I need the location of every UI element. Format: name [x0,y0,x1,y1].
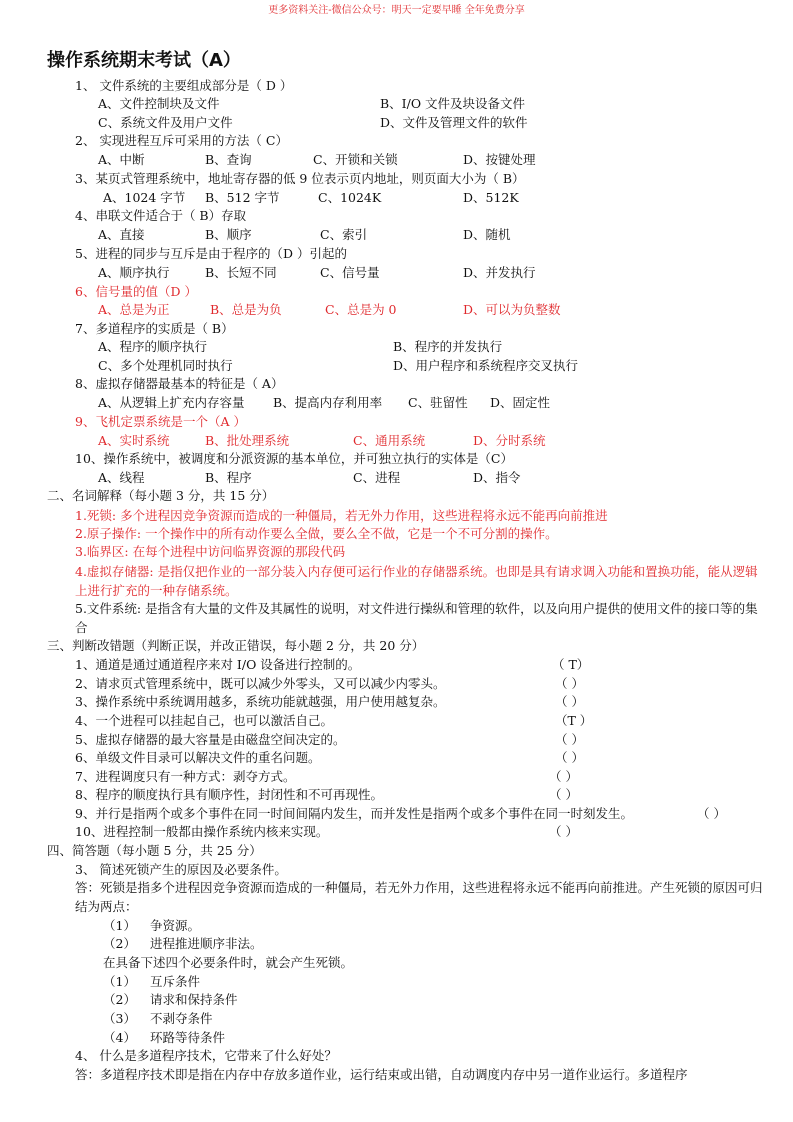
judgment-answer: （T ） [555,713,593,728]
option: C、1024K [318,190,382,205]
question-9: 9、飞机定票系统是一个（A ） [75,414,246,429]
judgment-answer: （ ） [549,824,578,839]
judgment-answer: （ ） [549,769,578,784]
question-8: 8、虚拟存储器最基本的特征是（ A） [75,376,284,391]
term-definition: 1.死锁: 多个进程因竞争资源而造成的一种僵局，若无外力作用，这些进程将永远不能再向前推进 [75,508,608,523]
option: A、线程 [98,470,145,485]
judgment-item: 5、虚拟存储器的最大容量是由磁盘空间决定的。 [75,732,346,747]
question-1: 1、 文件系统的主要组成部分是（ D ） [75,78,293,93]
judgment-answer: （ ） [555,750,584,765]
option: B、I/O 文件及块设备文件 [380,96,526,111]
page-title: 操作系统期末考试（A） [47,50,241,71]
option: C、信号量 [320,265,380,280]
judgment-answer: （ ） [555,676,584,691]
question-3: 3、某页式管理系统中，地址寄存器的低 9 位表示页内地址，则页面大小为（ B） [75,171,525,186]
option: D、并发执行 [463,265,536,280]
cause-number: （2） [103,936,136,951]
option: B、提高内存利用率 [273,395,383,410]
option: C、进程 [353,470,401,485]
question-7: 7、多道程序的实质是（ B） [75,321,234,336]
judgment-answer: （ ） [697,806,726,821]
option: B、查询 [205,152,252,167]
option: C、开锁和关锁 [313,152,398,167]
option: D、指令 [473,470,521,485]
option: D、文件及管理文件的软件 [380,115,528,130]
option: A、实时系统 [98,433,170,448]
option: C、系统文件及用户文件 [98,115,233,130]
option: B、长短不同 [205,265,277,280]
condition-text: 不剥夺条件 [150,1011,213,1026]
condition-number: （2） [103,992,136,1007]
section-3-heading: 三、判断改错题（判断正误，并改正错误，每小题 2 分，共 20 分） [47,638,425,653]
short-question-3: 3、 简述死锁产生的原因及必要条件。 [75,862,287,877]
option: D、固定性 [490,395,551,410]
term-definition: 3.临界区: 在每个进程中访问临界资源的那段代码 [75,544,346,559]
judgment-item: 1、通道是通过通道程序来对 I/O 设备进行控制的。 [75,657,361,672]
judgment-item: 6、单级文件目录可以解决文件的重名问题。 [75,750,321,765]
answer-4: 答：多道程序技术即是指在内存中存放多道作业，运行结束或出错，自动调度内存中另一道作业运行。多道程序 [75,1067,688,1082]
judgment-item: 8、程序的顺度执行具有顺序性，封闭性和不可再现性。 [75,787,383,802]
judgment-item: 10、进程控制一般都由操作系统内核来实现。 [75,824,329,839]
option: A、1024 字节 [103,190,186,205]
option: C、驻留性 [408,395,468,410]
condition-text: 互斥条件 [150,974,201,989]
condition-number: （3） [103,1011,136,1026]
answer-3: 答：死锁是指多个进程因竞争资源而造成的一种僵局，若无外力作用，这些进程将永远不能再向前推进。产生死锁的原因可归结为两点： [75,880,763,914]
option: A、文件控制块及文件 [98,96,220,111]
question-2: 2、 实现进程互斥可采用的方法（ C） [75,133,288,148]
option: D、分时系统 [473,433,546,448]
term-definition: 2.原子操作: 一个操作中的所有动作要么全做，要么全不做，它是一个不可分割的操作。 [75,526,558,541]
option: B、512 字节 [205,190,280,205]
short-question-4: 4、 什么是多道程序技术，它带来了什么好处？ [75,1048,337,1063]
cause-text: 争资源。 [150,918,201,933]
question-6: 6、信号量的值（D ） [75,284,197,299]
section-4-heading: 四、简答题（每小题 5 分，共 25 分） [47,843,262,858]
judgment-item: 9、并行是指两个或多个事件在同一时间间隔内发生，而并发性是指两个或多个事件在同一时刻发生。 [75,806,633,821]
option: D、按键处理 [463,152,536,167]
question-10: 10、操作系统中，被调度和分派资源的基本单位，并可独立执行的实体是（C） [75,451,513,466]
option: A、顺序执行 [98,265,170,280]
condition-number: （4） [103,1030,136,1045]
judgment-item: 7、进程调度只有一种方式：剥夺方式。 [75,769,296,784]
option: A、中断 [98,152,145,167]
option: D、可以为负整数 [463,302,561,317]
judgment-item: 3、操作系统中系统调用越多，系统功能就越强，用户使用越复杂。 [75,694,446,709]
question-5: 5、进程的同步与互斥是由于程序的（D ）引起的 [75,246,347,261]
option: D、随机 [463,227,511,242]
judgment-answer: （ ） [555,732,584,747]
condition-text: 请求和保持条件 [150,992,238,1007]
condition-text: 环路等待条件 [150,1030,226,1045]
option: C、索引 [320,227,368,242]
section-2-heading: 二、名词解释（每小题 3 分，共 15 分） [47,488,275,503]
option: C、通用系统 [353,433,426,448]
option: C、总是为 0 [325,302,397,317]
option: B、总是为负 [210,302,282,317]
watermark-banner: 更多资料关注-微信公众号：明天一定要早睡 全年免费分享 [268,5,525,16]
option: D、512K [463,190,519,205]
cause-number: （1） [103,918,136,933]
option: A、从逻辑上扩充内存容量 [98,395,245,410]
judgment-answer: （ T） [552,657,590,672]
judgment-item: 2、请求页式管理系统中，既可以减少外零头，又可以减少内零头。 [75,676,446,691]
judgment-answer: （ ） [555,694,584,709]
option: B、程序 [205,470,252,485]
cause-text: 进程推进顺序非法。 [150,936,263,951]
option: C、多个处理机同时执行 [98,358,233,373]
judgment-item: 4、一个进程可以挂起自己，也可以激活自己。 [75,713,333,728]
term-definition: 4.虚拟存储器: 是指仅把作业的一部分装入内存便可运行作业的存储器系统。也即是具有请求调入功能和置换功能，能从逻辑上进行扩充的一种存储系统。 [75,564,758,598]
option: A、程序的顺序执行 [98,339,208,354]
option: B、批处理系统 [205,433,290,448]
option: D、用户程序和系统程序交叉执行 [393,358,579,373]
option: A、总是为正 [98,302,170,317]
option: B、顺序 [205,227,252,242]
option: B、程序的并发执行 [393,339,503,354]
term-definition: 5.文件系统: 是指含有大量的文件及其属性的说明，对文件进行操纵和管理的软件，以及向用户提供的使用文件的接口等的集合 [75,601,758,635]
question-4: 4、串联文件适合于（ B）存取 [75,208,247,223]
judgment-answer: （ ） [549,787,578,802]
option: A、直接 [98,227,145,242]
condition-number: （1） [103,974,136,989]
conditions-intro: 在具备下述四个必要条件时，就会产生死锁。 [103,955,354,970]
